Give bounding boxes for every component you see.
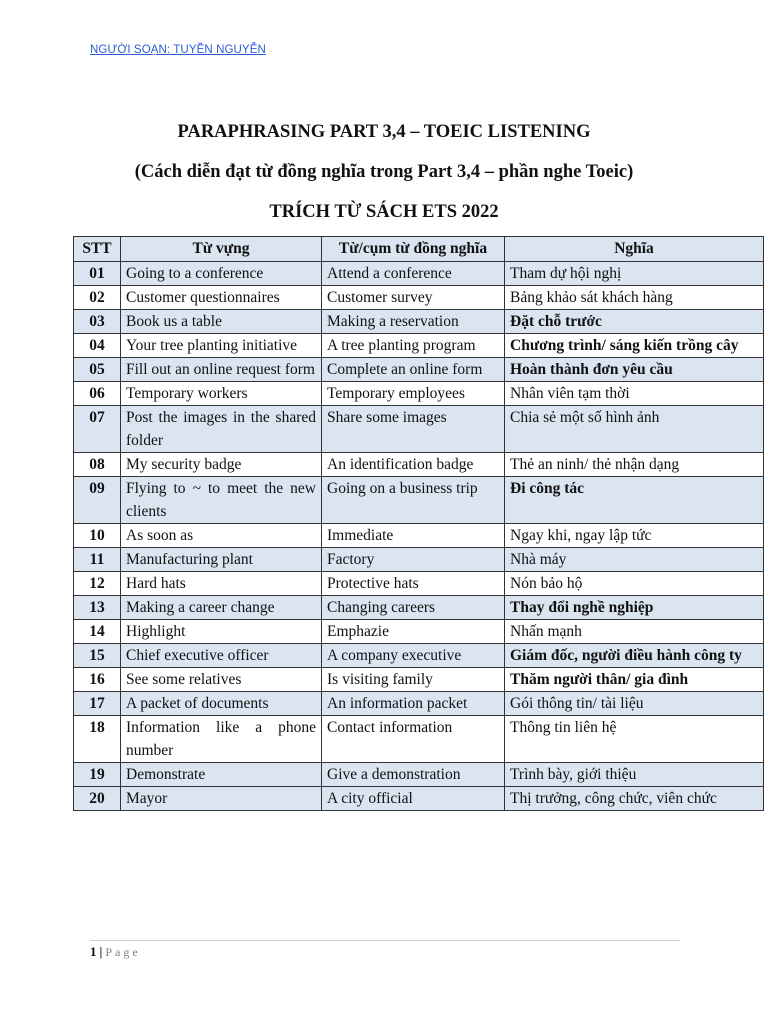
- stt-cell: 04: [74, 334, 121, 358]
- synonym-cell: Give a demonstration: [322, 763, 505, 787]
- table-row: [74, 644, 764, 668]
- synonym-cell: Going on a business trip: [322, 477, 505, 524]
- vocab-cell: Going to a conference: [121, 262, 322, 286]
- header-vocab: Từ vựng: [121, 237, 322, 262]
- meaning-cell: Nhân viên tạm thời: [505, 382, 764, 406]
- meaning-cell: Hoàn thành đơn yêu cầu: [505, 358, 764, 382]
- vocab-cell: Customer questionnaires: [121, 286, 322, 310]
- vocab-cell: Fill out an online request form: [121, 358, 322, 382]
- vocab-cell: A packet of documents: [121, 692, 322, 716]
- stt-cell: 06: [74, 382, 121, 406]
- stt-cell: 13: [74, 596, 121, 620]
- synonym-cell: Emphazie: [322, 620, 505, 644]
- meaning-cell: Thẻ an ninh/ thẻ nhận dạng: [505, 453, 764, 477]
- header-stt: STT: [74, 237, 121, 262]
- vocab-cell: Flying to ~ to meet the new clients: [121, 477, 322, 524]
- stt-cell: 20: [74, 787, 121, 811]
- vocab-cell: Highlight: [121, 620, 322, 644]
- stt-cell: 17: [74, 692, 121, 716]
- page-number: 1: [90, 944, 97, 959]
- meaning-cell: Chia sẻ một số hình ảnh: [505, 406, 764, 453]
- synonym-cell: Temporary employees: [322, 382, 505, 406]
- vocab-cell: Hard hats: [121, 572, 322, 596]
- meaning-cell: Đi công tác: [505, 477, 764, 524]
- page-label: Page: [105, 945, 141, 959]
- vocabulary-table: [73, 236, 764, 811]
- vocab-cell: Manufacturing plant: [121, 548, 322, 572]
- table-row: [74, 596, 764, 620]
- stt-cell: 07: [74, 406, 121, 453]
- meaning-cell: Trình bày, giới thiệu: [505, 763, 764, 787]
- table-row: [74, 406, 764, 453]
- vocab-cell: Post the images in the shared folder: [121, 406, 322, 453]
- meaning-cell: Thông tin liên hệ: [505, 716, 764, 763]
- vocab-cell: Mayor: [121, 787, 322, 811]
- table-row: [74, 286, 764, 310]
- meaning-cell: Ngay khi, ngay lập tức: [505, 524, 764, 548]
- vocab-cell: Making a career change: [121, 596, 322, 620]
- stt-cell: 18: [74, 716, 121, 763]
- stt-cell: 05: [74, 358, 121, 382]
- synonym-cell: An identification badge: [322, 453, 505, 477]
- synonym-cell: Customer survey: [322, 286, 505, 310]
- table-row: [74, 548, 764, 572]
- table-row: [74, 262, 764, 286]
- stt-cell: 01: [74, 262, 121, 286]
- table-row: [74, 620, 764, 644]
- footer-divider: [90, 940, 680, 941]
- table-row: [74, 572, 764, 596]
- synonym-cell: Complete an online form: [322, 358, 505, 382]
- main-title: PARAPHRASING PART 3,4 – TOEIC LISTENING: [177, 122, 591, 142]
- meaning-cell: Thăm người thân/ gia đình: [505, 668, 764, 692]
- synonym-cell: Protective hats: [322, 572, 505, 596]
- synonym-cell: Contact information: [322, 716, 505, 763]
- table-row: [74, 310, 764, 334]
- stt-cell: 15: [74, 644, 121, 668]
- synonym-cell: A city official: [322, 787, 505, 811]
- subtitle: (Cách diễn đạt từ đồng nghĩa trong Part 3,4 – phần nghe Toeic): [134, 162, 634, 182]
- stt-cell: 09: [74, 477, 121, 524]
- meaning-cell: Nón bảo hộ: [505, 572, 764, 596]
- table-row: [74, 716, 764, 763]
- vocab-cell: Chief executive officer: [121, 644, 322, 668]
- table-row: [74, 477, 764, 524]
- synonym-cell: Making a reservation: [322, 310, 505, 334]
- vocab-cell: As soon as: [121, 524, 322, 548]
- table-row: [74, 692, 764, 716]
- table-row: [74, 787, 764, 811]
- vocab-cell: Temporary workers: [121, 382, 322, 406]
- synonym-cell: Immediate: [322, 524, 505, 548]
- table-row: [74, 358, 764, 382]
- meaning-cell: Gói thông tin/ tài liệu: [505, 692, 764, 716]
- synonym-cell: Is visiting family: [322, 668, 505, 692]
- stt-cell: 12: [74, 572, 121, 596]
- meaning-cell: Đặt chỗ trước: [505, 310, 764, 334]
- stt-cell: 11: [74, 548, 121, 572]
- stt-cell: 10: [74, 524, 121, 548]
- stt-cell: 16: [74, 668, 121, 692]
- table-row: [74, 763, 764, 787]
- meaning-cell: Giám đốc, người điều hành công ty: [505, 644, 764, 668]
- vocab-cell: Your tree planting initiative: [121, 334, 322, 358]
- vocab-cell: Information like a phone number: [121, 716, 322, 763]
- vocab-cell: Demonstrate: [121, 763, 322, 787]
- meaning-cell: Tham dự hội nghị: [505, 262, 764, 286]
- table-row: [74, 334, 764, 358]
- header-meaning: Nghĩa: [505, 237, 764, 262]
- synonym-cell: Attend a conference: [322, 262, 505, 286]
- meaning-cell: Nhà máy: [505, 548, 764, 572]
- table-header-row: [74, 237, 764, 262]
- meaning-cell: Bảng khảo sát khách hàng: [505, 286, 764, 310]
- stt-cell: 03: [74, 310, 121, 334]
- stt-cell: 08: [74, 453, 121, 477]
- footer-separator: |: [99, 944, 103, 959]
- table-row: [74, 453, 764, 477]
- synonym-cell: A company executive: [322, 644, 505, 668]
- stt-cell: 19: [74, 763, 121, 787]
- stt-cell: 14: [74, 620, 121, 644]
- header-synonym: Từ/cụm từ đồng nghĩa: [322, 237, 505, 262]
- meaning-cell: Thay đổi nghề nghiệp: [505, 596, 764, 620]
- meaning-cell: Chương trình/ sáng kiến trồng cây: [505, 334, 764, 358]
- synonym-cell: Share some images: [322, 406, 505, 453]
- synonym-cell: Changing careers: [322, 596, 505, 620]
- table-row: [74, 382, 764, 406]
- author-header: NGƯỜI SOẠN: TUYỀN NGUYỄN: [90, 44, 266, 56]
- page-footer: [90, 944, 141, 960]
- source-title: TRÍCH TỪ SÁCH ETS 2022: [269, 202, 499, 222]
- synonym-cell: A tree planting program: [322, 334, 505, 358]
- synonym-cell: Factory: [322, 548, 505, 572]
- vocab-cell: Book us a table: [121, 310, 322, 334]
- table-row: [74, 668, 764, 692]
- stt-cell: 02: [74, 286, 121, 310]
- meaning-cell: Thị trưởng, công chức, viên chức: [505, 787, 764, 811]
- table-row: [74, 524, 764, 548]
- title-block: [0, 122, 768, 223]
- synonym-cell: An information packet: [322, 692, 505, 716]
- vocab-cell: See some relatives: [121, 668, 322, 692]
- meaning-cell: Nhấn mạnh: [505, 620, 764, 644]
- vocab-cell: My security badge: [121, 453, 322, 477]
